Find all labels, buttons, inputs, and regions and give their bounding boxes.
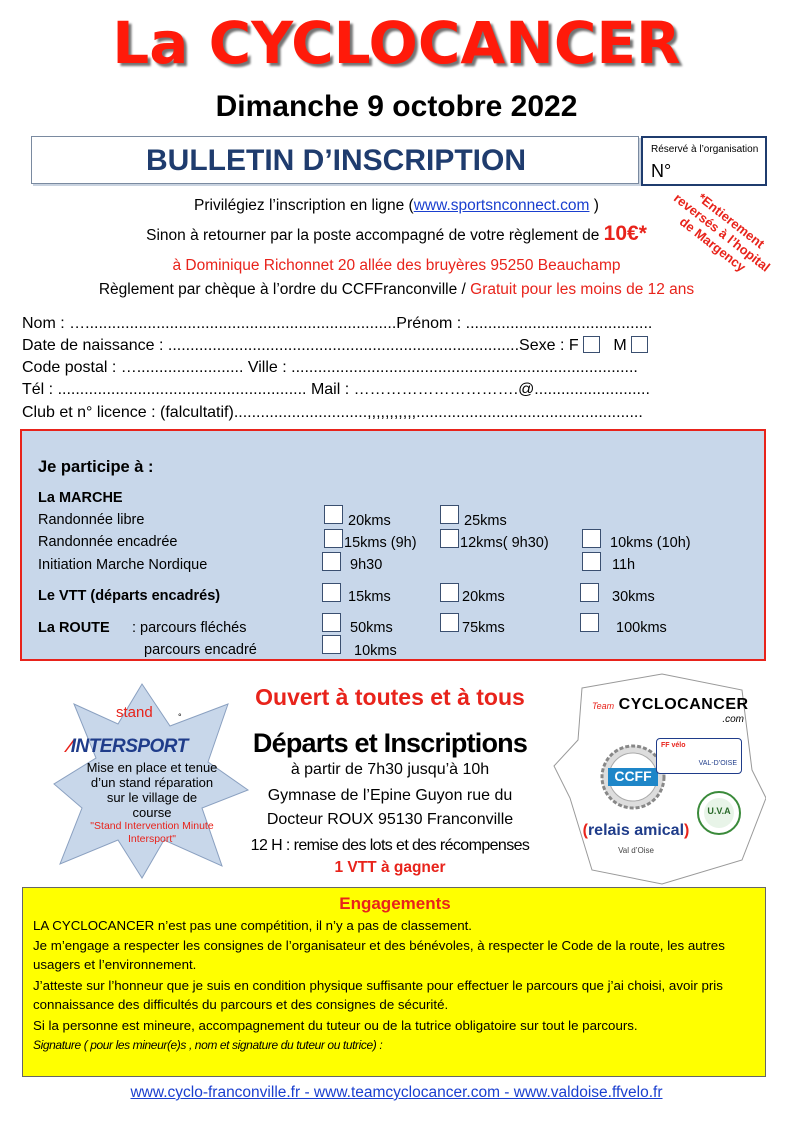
stand-label: stand	[116, 704, 153, 721]
rando-libre-20-checkbox[interactable]	[324, 505, 343, 524]
reserved-number: N°	[651, 161, 672, 181]
bulletin-title: BULLETIN D’INSCRIPTION	[146, 144, 526, 177]
route-encadre-label: parcours encadré	[144, 642, 257, 658]
sex-m-label: M	[613, 337, 627, 354]
sex-m-checkbox[interactable]	[631, 336, 648, 353]
rando-libre-25-checkbox[interactable]	[440, 505, 459, 524]
stand-intervention: "Stand Intervention Minute Intersport"	[90, 820, 214, 845]
rando-encadree-12-label: 12kms( 9h30)	[460, 535, 549, 551]
venue-line-1: Gymnase de l’Epine Guyon rue du	[267, 787, 513, 804]
rando-encadree-15-checkbox[interactable]	[324, 529, 343, 548]
payment-text: Règlement par chèque à l’ordre du CCFFranconville /	[98, 281, 471, 298]
stand-description: Mise en place et tenue d’un stand réparation sur le village de course	[86, 760, 218, 820]
vtt-30-checkbox[interactable]	[580, 583, 599, 602]
route-fleches-label: : parcours fléchés	[132, 620, 247, 636]
venue-line-2: Docteur ROUX 95130 Franconville	[266, 811, 514, 828]
ccff-text: CCFF	[614, 768, 652, 784]
valdoise-text: VAL-D’OISE	[698, 760, 737, 767]
ffvelo-text: FF vélo	[661, 742, 686, 749]
route-100-checkbox[interactable]	[580, 613, 599, 632]
uva-text: U.V.A	[707, 806, 731, 816]
teamcyclocancer-logo	[592, 696, 752, 725]
engagement-2: Je m’engage a respecter les consignes de l’organisateur et des bénévoles, à respecter le Code de la route, les autres usagers et l’environnement.	[33, 938, 725, 972]
intro-text-end: )	[593, 197, 599, 214]
vtt-15-label: 15kms	[348, 589, 391, 605]
rando-encadree-10-checkbox[interactable]	[582, 529, 601, 548]
engagement-4: Si la personne est mineure, accompagnement du tuteur ou de la tutrice obligatoire sur tout le parcours.	[33, 1018, 638, 1033]
engagement-3: J’atteste sur l’honneur que je suis en condition physique suffisante pour effectuer le parcours que j’ai choisi, avoir pris connaissance des difficultés du parcours et des consignes de sécurité.	[33, 978, 723, 1012]
intersport-brand: INTERSPORT	[70, 736, 188, 757]
phone-mail-field[interactable]: Tél : ........................................................ Mail : ………………………….@..........................	[22, 381, 650, 398]
birthdate-text: Date de naissance : ...............................................................................Sexe : F	[22, 337, 579, 354]
participation-panel	[20, 429, 766, 661]
reserved-label: Réservé à l’organisation	[651, 144, 759, 155]
relais-sub: Val d’Oise	[618, 846, 654, 855]
relais-text: relais amical	[587, 822, 685, 839]
cyclocancer-text: CYCLOCANCER	[618, 696, 749, 713]
donation-note: *Entierement reversés à l’hopital de Margency	[670, 190, 774, 275]
rando-encadree-15-label: 15kms (9h)	[344, 535, 417, 551]
vtt-heading: Le VTT (départs encadrés)	[38, 588, 221, 604]
route-75-checkbox[interactable]	[440, 613, 459, 632]
vtt-15-checkbox[interactable]	[322, 583, 341, 602]
route-10-checkbox[interactable]	[322, 635, 341, 654]
engagements-title: Engagements	[339, 894, 451, 913]
rando-encadree-10-label: 10kms (10h)	[610, 535, 691, 551]
name-field[interactable]: Nom : …......................................................................Prénom : ..........................................	[22, 315, 653, 332]
rando-libre-label: Randonnée libre	[38, 512, 145, 528]
participation-title: Je participe à :	[38, 458, 154, 476]
start-time: à partir de 7h30 jusqu’à 10h	[290, 761, 490, 778]
dotcom-text: .com	[722, 714, 744, 725]
postal-field[interactable]: Code postal : …........................ Ville : ..............................................................................	[22, 359, 638, 376]
route-100-label: 100kms	[616, 620, 667, 636]
vtt-20-label: 20kms	[462, 589, 505, 605]
club-field[interactable]: Club et n° licence : (falcultatif)..............................,,,,,,,,,,,...................................................	[22, 404, 643, 421]
marche-heading: La MARCHE	[38, 490, 123, 506]
intro-line-2	[0, 224, 793, 246]
open-to-all: Ouvert à toutes et à tous	[255, 684, 525, 710]
intersport-mark: ⁄	[68, 736, 71, 757]
birthdate-field[interactable]	[22, 336, 648, 356]
route-50-checkbox[interactable]	[322, 613, 341, 632]
rando-encadree-label: Randonnée encadrée	[38, 534, 178, 550]
initiation-11h-checkbox[interactable]	[582, 552, 601, 571]
initiation-11h-label: 11h	[612, 557, 636, 573]
bulletin-banner	[31, 136, 639, 184]
route-heading: La ROUTE	[38, 620, 110, 636]
degree-mark: °	[178, 712, 182, 722]
postal-address: à Dominique Richonnet 20 allée des bruyères 95250 Beauchamp	[172, 257, 621, 274]
signature-line[interactable]: Signature ( pour les mineur(e)s , nom et signature du tuteur ou tutrice) :	[33, 1038, 383, 1052]
prize-ceremony: 12 H : remise des lots et des récompenses	[250, 837, 530, 854]
intro-text-2: Sinon à retourner par la poste accompagné de votre règlement de	[146, 227, 604, 244]
route-50-label: 50kms	[350, 620, 393, 636]
sex-f-checkbox[interactable]	[583, 336, 600, 353]
route-10-label: 10kms	[354, 643, 397, 659]
event-date: Dimanche 9 octobre 2022	[215, 90, 578, 123]
ffvelo-logo	[656, 738, 742, 774]
departures-heading: Départs et Inscriptions	[252, 728, 528, 758]
intro-text: Privilégiez l’inscription en ligne (	[194, 197, 414, 214]
reserved-box	[641, 136, 767, 186]
engagements-box	[22, 887, 766, 1077]
footer-links[interactable]: www.cyclo-franconville.fr - www.teamcyclocancer.com - www.valdoise.ffvelo.fr	[130, 1084, 663, 1101]
event-title: La CYCLOCANCER	[112, 9, 681, 77]
prize-vtt: 1 VTT à gagner	[334, 859, 446, 876]
engagement-1: LA CYCLOCANCER n’est pas une compétition, il n’y a pas de classement.	[33, 918, 473, 933]
price: 10€*	[603, 222, 647, 245]
intro-line-4	[0, 280, 793, 300]
initiation-9h30-label: 9h30	[350, 557, 383, 573]
relais-amical-logo: (relais amical)	[582, 822, 690, 839]
free-under-12: Gratuit pour les moins de 12 ans	[470, 281, 695, 298]
rando-encadree-12-checkbox[interactable]	[440, 529, 459, 548]
rando-libre-20-label: 20kms	[348, 513, 391, 529]
rando-libre-25-label: 25kms	[464, 513, 507, 529]
vtt-20-checkbox[interactable]	[440, 583, 459, 602]
team-text: Team	[592, 701, 615, 711]
initiation-9h30-checkbox[interactable]	[322, 552, 341, 571]
vtt-30-label: 30kms	[612, 589, 655, 605]
intersport-logo	[68, 736, 218, 758]
route-75-label: 75kms	[462, 620, 505, 636]
initiation-label: Initiation Marche Nordique	[38, 557, 208, 573]
signup-link[interactable]: www.sportsnconnect.com	[413, 197, 590, 214]
